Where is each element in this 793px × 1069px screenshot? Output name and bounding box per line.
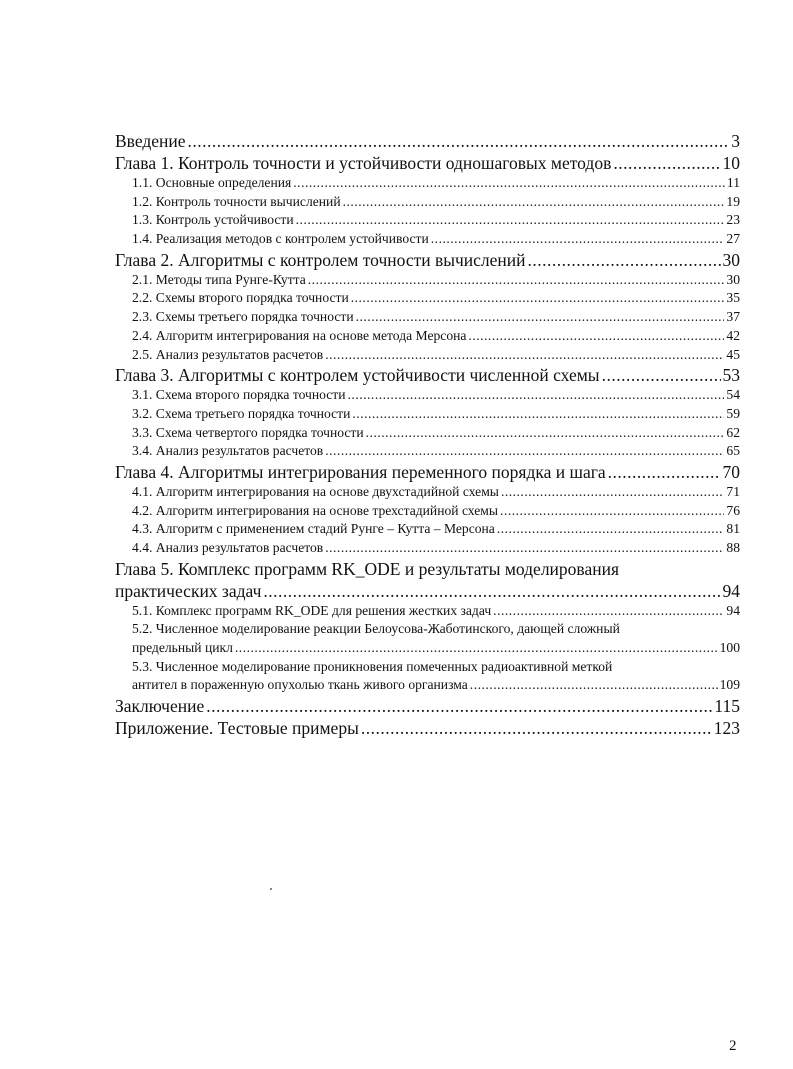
toc-entry-title: 5.1. Комплекс программ RK_ODE для решения жестких задач — [132, 602, 492, 618]
toc-entry-title: 1.1. Основные определения — [132, 175, 292, 190]
toc-entry-title: 2.1. Методы типа Рунге-Кутта — [132, 271, 306, 287]
toc-entry-page: 30 — [722, 249, 740, 270]
toc-entry-page: 3 — [731, 131, 740, 151]
toc-leader — [352, 405, 724, 424]
toc-entry-title: Глава 1. Контроль точности и устойчивости одношаговых методов — [115, 153, 612, 173]
toc-entry-chapter-1 — [115, 152, 740, 174]
toc-leader — [206, 695, 712, 717]
toc-entry-title: 4.3. Алгоритм с применением стадий Рунге – Кутта – Мерсона — [132, 521, 495, 537]
toc-leader — [351, 289, 725, 308]
toc-leader — [361, 717, 712, 739]
toc-entry-title: Приложение. Тестовые примеры — [115, 718, 359, 739]
toc-entry-conclusion — [115, 695, 740, 717]
toc-leader — [235, 639, 718, 658]
toc-entry-1-4 — [115, 230, 740, 249]
toc-leader — [325, 442, 724, 461]
toc-entry-title: предельный цикл — [132, 640, 233, 656]
toc-entry-page: 115 — [714, 696, 740, 717]
toc-entry-2-1 — [115, 271, 740, 290]
toc-entry-page: 19 — [726, 193, 740, 209]
toc-entry-intro — [115, 130, 740, 152]
toc-entry-title: Глава 3. Алгоритмы с контролем устойчивости численной схемы — [115, 365, 600, 386]
toc-entry-title: 2.5. Анализ результатов расчетов — [132, 346, 324, 362]
toc-entry-chapter-5 — [115, 580, 740, 602]
toc-entry-page: 100 — [719, 640, 740, 656]
toc-entry-title: 4.4. Анализ результатов расчетов — [132, 540, 324, 555]
toc-entry-title: Глава 2. Алгоритмы с контролем точности вычислений — [115, 249, 526, 270]
toc-entry-title: Глава 4. Алгоритмы интегрирования переменного порядка и шага — [115, 461, 606, 482]
toc-entry-2-2 — [115, 289, 740, 308]
toc-entry-chapter-2 — [115, 249, 740, 271]
toc-entry-5-3 — [115, 676, 740, 695]
toc-entry-page: 81 — [726, 521, 740, 537]
toc-leader — [501, 483, 724, 502]
toc-entry-title: антител в пораженную опухолью ткань живого организма — [132, 677, 468, 693]
toc-entry-page: 53 — [722, 365, 740, 386]
toc-entry-4-2 — [115, 502, 740, 521]
toc-leader — [493, 602, 724, 621]
toc-leader — [293, 174, 725, 193]
toc-entry-1-1 — [115, 174, 740, 193]
toc-entry-title: 3.3. Схема четвертого порядка точности — [132, 424, 364, 440]
toc-entry-page: 27 — [726, 231, 740, 247]
toc-entry-title: 4.2. Алгоритм интегрирования на основе трехстадийной схемы — [132, 502, 499, 518]
toc-entry-page: 37 — [726, 309, 740, 325]
toc-entry-5-2 — [115, 639, 740, 658]
toc-entry-page: 11 — [726, 175, 740, 190]
toc-entry-chapter-4 — [115, 461, 740, 483]
toc-entry-page: 30 — [726, 271, 740, 287]
toc-entry-title: Заключение — [115, 696, 205, 717]
toc-entry-2-4 — [115, 327, 740, 346]
toc-entry-2-3 — [115, 308, 740, 327]
toc-leader — [188, 130, 730, 152]
toc-leader — [608, 461, 721, 483]
scan-speck — [270, 888, 272, 890]
toc-leader — [602, 364, 721, 386]
toc-entry-page: 65 — [726, 443, 740, 459]
toc-entry-2-5 — [115, 346, 740, 365]
toc-leader — [325, 539, 724, 558]
toc-entry-3-3 — [115, 424, 740, 443]
toc-entry-4-4 — [115, 539, 740, 558]
page-number: 2 — [729, 1038, 737, 1054]
toc-leader — [613, 152, 720, 174]
toc-entry-page: 76 — [726, 502, 740, 518]
toc-entry-page: 54 — [726, 387, 740, 403]
toc-entry-page: 62 — [726, 424, 740, 440]
toc-entry-page: 35 — [726, 290, 740, 306]
toc-entry-4-3 — [115, 520, 740, 539]
toc-entry-5-2-line1: 5.2. Численное моделирование реакции Белоусова-Жаботинского, дающей сложный — [132, 621, 620, 637]
toc-leader — [325, 346, 724, 365]
toc-entry-page: 94 — [722, 580, 740, 601]
toc-entry-appendix — [115, 717, 740, 739]
toc-entry-3-2 — [115, 405, 740, 424]
toc-entry-3-1 — [115, 386, 740, 405]
toc-leader — [528, 249, 721, 271]
toc-entry-page: 109 — [719, 677, 740, 693]
toc-leader — [468, 327, 724, 346]
toc-entry-title: 3.2. Схема третьего порядка точности — [132, 405, 351, 421]
toc-entry-page: 10 — [722, 153, 740, 173]
toc-leader — [366, 424, 725, 443]
toc-entry-page: 23 — [726, 212, 740, 228]
toc-entry-page: 94 — [726, 602, 740, 618]
toc-leader — [343, 193, 725, 212]
toc-entry-title: 2.4. Алгоритм интегрирования на основе метода Мерсона — [132, 327, 467, 343]
toc-entry-page: 123 — [713, 718, 740, 739]
table-of-contents — [115, 130, 740, 739]
toc-leader — [356, 308, 725, 327]
toc-leader — [431, 230, 725, 249]
toc-entry-title: 1.2. Контроль точности вычислений — [132, 193, 341, 209]
toc-entry-title: 3.4. Анализ результатов расчетов — [132, 443, 324, 459]
toc-entry-1-3 — [115, 211, 740, 230]
toc-leader — [470, 676, 718, 695]
toc-leader — [296, 211, 725, 230]
toc-leader — [263, 580, 720, 602]
toc-entry-title: 2.3. Схемы третьего порядка точности — [132, 309, 354, 325]
toc-entry-title: 1.3. Контроль устойчивости — [132, 212, 294, 228]
toc-entry-title: 4.1. Алгоритм интегрирования на основе двухстадийной схемы — [132, 483, 499, 499]
toc-entry-title: 3.1. Схема второго порядка точности — [132, 387, 346, 403]
toc-entry-1-2 — [115, 193, 740, 212]
toc-leader — [308, 271, 725, 290]
toc-entry-title: 1.4. Реализация методов с контролем устойчивости — [132, 231, 429, 247]
toc-entry-chapter-5-line1: Глава 5. Комплекс программ RK_ODE и результаты моделирования — [115, 558, 619, 579]
toc-entry-page: 71 — [726, 483, 740, 499]
toc-leader — [500, 502, 724, 521]
toc-entry-5-1 — [115, 602, 740, 621]
toc-entry-page: 42 — [726, 327, 740, 343]
toc-entry-page: 88 — [726, 540, 740, 555]
toc-entry-title: 2.2. Схемы второго порядка точности — [132, 290, 349, 306]
toc-entry-4-1 — [115, 483, 740, 502]
toc-entry-title: практических задач — [115, 580, 262, 601]
toc-entry-page: 59 — [726, 405, 740, 421]
toc-entry-title: Введение — [115, 131, 186, 151]
toc-entry-chapter-3 — [115, 364, 740, 386]
toc-entry-3-4 — [115, 442, 740, 461]
toc-entry-5-3-line1: 5.3. Численное моделирование проникновения помеченных радиоактивной меткой — [132, 658, 613, 674]
toc-entry-page: 70 — [722, 461, 740, 482]
toc-leader — [348, 386, 725, 405]
toc-entry-page: 45 — [726, 346, 740, 362]
toc-leader — [497, 520, 725, 539]
